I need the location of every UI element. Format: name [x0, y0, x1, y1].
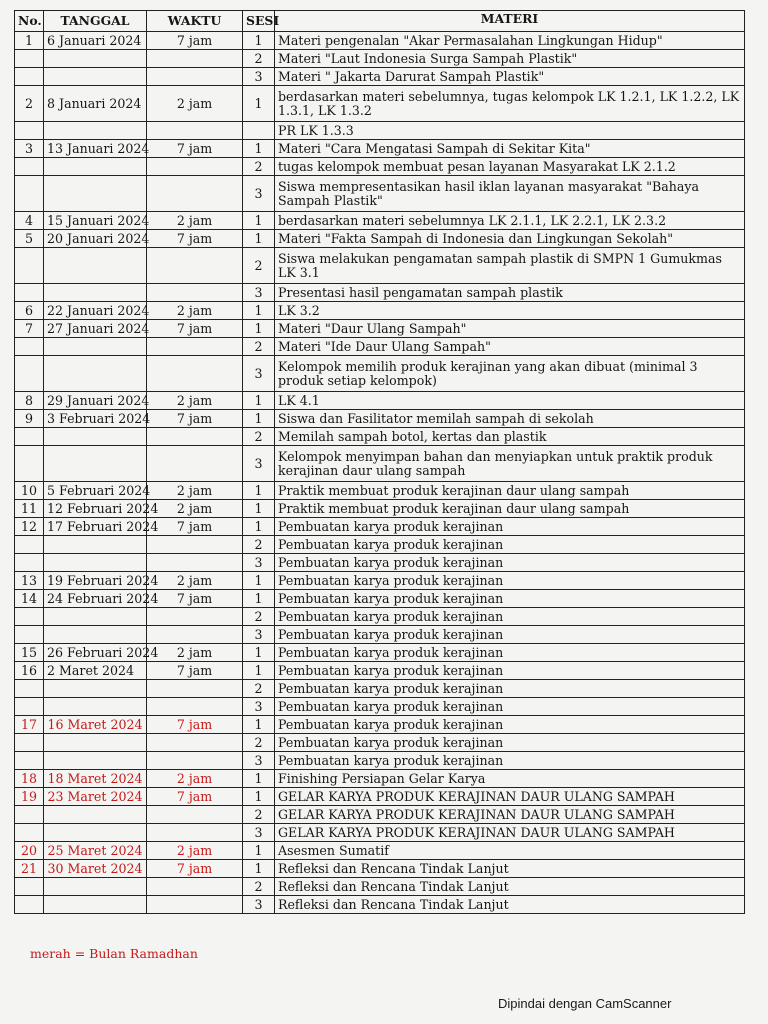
cell-waktu: 2 jam — [147, 572, 243, 590]
table-row — [15, 338, 745, 356]
header-waktu: WAKTU — [147, 11, 243, 32]
cell-waktu — [147, 284, 243, 302]
cell-materi: Praktik membuat produk kerajinan daur ulang sampah — [275, 500, 745, 518]
cell-tanggal: 23 Maret 2024 — [44, 788, 147, 806]
cell-tanggal — [44, 284, 147, 302]
cell-waktu: 2 jam — [147, 212, 243, 230]
cell-materi: Pembuatan karya produk kerajinan — [275, 698, 745, 716]
cell-sesi: 2 — [243, 338, 275, 356]
header-materi: MATERI — [275, 11, 745, 32]
table-row — [15, 770, 745, 788]
table-row — [15, 572, 745, 590]
table-row — [15, 392, 745, 410]
cell-waktu: 2 jam — [147, 86, 243, 122]
table-row — [15, 878, 745, 896]
cell-materi: LK 4.1 — [275, 392, 745, 410]
cell-no — [15, 338, 44, 356]
cell-sesi: 1 — [243, 860, 275, 878]
cell-waktu — [147, 608, 243, 626]
cell-materi: Presentasi hasil pengamatan sampah plastik — [275, 284, 745, 302]
cell-tanggal — [44, 806, 147, 824]
cell-materi: GELAR KARYA PRODUK KERAJINAN DAUR ULANG SAMPAH — [275, 824, 745, 842]
cell-tanggal: 19 Februari 2024 — [44, 572, 147, 590]
cell-materi: GELAR KARYA PRODUK KERAJINAN DAUR ULANG SAMPAH — [275, 788, 745, 806]
cell-materi: GELAR KARYA PRODUK KERAJINAN DAUR ULANG SAMPAH — [275, 806, 745, 824]
cell-waktu — [147, 734, 243, 752]
table-row — [15, 752, 745, 770]
cell-tanggal — [44, 554, 147, 572]
cell-waktu: 7 jam — [147, 716, 243, 734]
cell-materi: Siswa melakukan pengamatan sampah plastik di SMPN 1 Gumukmas LK 3.1 — [275, 248, 745, 284]
cell-no: 2 — [15, 86, 44, 122]
cell-no — [15, 680, 44, 698]
cell-sesi: 1 — [243, 770, 275, 788]
cell-tanggal: 2 Maret 2024 — [44, 662, 147, 680]
cell-no — [15, 284, 44, 302]
cell-tanggal: 20 Januari 2024 — [44, 230, 147, 248]
table-row — [15, 626, 745, 644]
cell-materi: PR LK 1.3.3 — [275, 122, 745, 140]
cell-sesi: 1 — [243, 212, 275, 230]
table-row — [15, 158, 745, 176]
cell-materi: LK 3.2 — [275, 302, 745, 320]
cell-sesi: 1 — [243, 32, 275, 50]
cell-sesi: 3 — [243, 68, 275, 86]
cell-sesi: 1 — [243, 518, 275, 536]
cell-materi: Materi "Fakta Sampah di Indonesia dan Lingkungan Sekolah" — [275, 230, 745, 248]
table-row — [15, 788, 745, 806]
cell-sesi: 1 — [243, 788, 275, 806]
cell-waktu — [147, 626, 243, 644]
cell-waktu — [147, 536, 243, 554]
cell-no: 6 — [15, 302, 44, 320]
cell-materi: Pembuatan karya produk kerajinan — [275, 662, 745, 680]
cell-waktu — [147, 356, 243, 392]
cell-no — [15, 428, 44, 446]
cell-tanggal: 25 Maret 2024 — [44, 842, 147, 860]
cell-tanggal — [44, 158, 147, 176]
cell-materi: Pembuatan karya produk kerajinan — [275, 518, 745, 536]
cell-materi: Memilah sampah botol, kertas dan plastik — [275, 428, 745, 446]
cell-tanggal: 30 Maret 2024 — [44, 860, 147, 878]
cell-materi: Materi " Jakarta Darurat Sampah Plastik" — [275, 68, 745, 86]
cell-tanggal — [44, 122, 147, 140]
cell-no: 10 — [15, 482, 44, 500]
cell-tanggal — [44, 68, 147, 86]
cell-materi: Refleksi dan Rencana Tindak Lanjut — [275, 896, 745, 914]
cell-sesi: 1 — [243, 662, 275, 680]
header-row — [15, 11, 745, 32]
cell-waktu — [147, 158, 243, 176]
cell-waktu — [147, 698, 243, 716]
cell-tanggal — [44, 338, 147, 356]
cell-no — [15, 698, 44, 716]
cell-no — [15, 158, 44, 176]
cell-waktu: 2 jam — [147, 302, 243, 320]
cell-no — [15, 824, 44, 842]
cell-tanggal: 26 Februari 2024 — [44, 644, 147, 662]
cell-no — [15, 446, 44, 482]
cell-no — [15, 878, 44, 896]
cell-materi: Pembuatan karya produk kerajinan — [275, 734, 745, 752]
cell-no: 15 — [15, 644, 44, 662]
cell-sesi — [243, 122, 275, 140]
cell-sesi: 2 — [243, 608, 275, 626]
cell-waktu: 2 jam — [147, 644, 243, 662]
cell-sesi: 2 — [243, 158, 275, 176]
scanner-footer: Dipindai dengan CamScanner — [498, 996, 672, 1011]
cell-waktu: 7 jam — [147, 32, 243, 50]
cell-no — [15, 356, 44, 392]
header-tanggal: TANGGAL — [44, 11, 147, 32]
cell-waktu — [147, 752, 243, 770]
cell-materi: berdasarkan materi sebelumnya LK 2.1.1, LK 2.2.1, LK 2.3.2 — [275, 212, 745, 230]
table-row — [15, 500, 745, 518]
cell-waktu: 2 jam — [147, 770, 243, 788]
cell-tanggal — [44, 734, 147, 752]
cell-sesi: 3 — [243, 446, 275, 482]
cell-no — [15, 536, 44, 554]
table-row — [15, 32, 745, 50]
cell-no: 9 — [15, 410, 44, 428]
cell-sesi: 1 — [243, 320, 275, 338]
cell-tanggal — [44, 176, 147, 212]
cell-no: 4 — [15, 212, 44, 230]
cell-waktu: 7 jam — [147, 860, 243, 878]
cell-no: 18 — [15, 770, 44, 788]
cell-waktu — [147, 176, 243, 212]
cell-waktu: 2 jam — [147, 842, 243, 860]
cell-materi: berdasarkan materi sebelumnya, tugas kelompok LK 1.2.1, LK 1.2.2, LK 1.3.1, LK 1.3.2 — [275, 86, 745, 122]
cell-waktu — [147, 806, 243, 824]
table-row — [15, 806, 745, 824]
cell-tanggal — [44, 824, 147, 842]
cell-tanggal: 15 Januari 2024 — [44, 212, 147, 230]
table-row — [15, 644, 745, 662]
cell-materi: Pembuatan karya produk kerajinan — [275, 752, 745, 770]
cell-materi: Pembuatan karya produk kerajinan — [275, 536, 745, 554]
cell-sesi: 3 — [243, 626, 275, 644]
cell-no: 3 — [15, 140, 44, 158]
cell-sesi: 3 — [243, 824, 275, 842]
table-row — [15, 662, 745, 680]
header-no: No. — [15, 11, 44, 32]
cell-tanggal: 6 Januari 2024 — [44, 32, 147, 50]
cell-sesi: 1 — [243, 86, 275, 122]
cell-materi: Kelompok memilih produk kerajinan yang akan dibuat (minimal 3 produk setiap kelompok) — [275, 356, 745, 392]
cell-sesi: 1 — [243, 500, 275, 518]
cell-sesi: 2 — [243, 680, 275, 698]
cell-waktu: 7 jam — [147, 788, 243, 806]
cell-waktu — [147, 338, 243, 356]
cell-tanggal — [44, 446, 147, 482]
cell-no — [15, 554, 44, 572]
cell-tanggal: 3 Februari 2024 — [44, 410, 147, 428]
cell-waktu — [147, 68, 243, 86]
cell-tanggal — [44, 248, 147, 284]
cell-waktu — [147, 878, 243, 896]
table-row — [15, 680, 745, 698]
cell-tanggal — [44, 50, 147, 68]
cell-waktu: 7 jam — [147, 590, 243, 608]
cell-tanggal — [44, 356, 147, 392]
table-row — [15, 446, 745, 482]
cell-materi: tugas kelompok membuat pesan layanan Masyarakat LK 2.1.2 — [275, 158, 745, 176]
cell-tanggal — [44, 752, 147, 770]
cell-no — [15, 68, 44, 86]
table-row — [15, 842, 745, 860]
cell-no — [15, 248, 44, 284]
cell-waktu: 2 jam — [147, 482, 243, 500]
cell-waktu — [147, 680, 243, 698]
cell-materi: Praktik membuat produk kerajinan daur ulang sampah — [275, 482, 745, 500]
cell-materi: Refleksi dan Rencana Tindak Lanjut — [275, 878, 745, 896]
table-row — [15, 356, 745, 392]
table-row — [15, 590, 745, 608]
cell-materi: Materi "Ide Daur Ulang Sampah" — [275, 338, 745, 356]
cell-sesi: 1 — [243, 140, 275, 158]
cell-sesi: 3 — [243, 896, 275, 914]
cell-tanggal — [44, 698, 147, 716]
table-row — [15, 86, 745, 122]
cell-materi: Pembuatan karya produk kerajinan — [275, 572, 745, 590]
cell-waktu: 2 jam — [147, 500, 243, 518]
table-row — [15, 122, 745, 140]
cell-sesi: 2 — [243, 734, 275, 752]
cell-tanggal — [44, 536, 147, 554]
cell-no: 13 — [15, 572, 44, 590]
cell-tanggal — [44, 626, 147, 644]
cell-materi: Pembuatan karya produk kerajinan — [275, 590, 745, 608]
cell-waktu: 7 jam — [147, 320, 243, 338]
cell-no — [15, 122, 44, 140]
cell-tanggal: 17 Februari 2024 — [44, 518, 147, 536]
cell-waktu — [147, 428, 243, 446]
cell-sesi: 1 — [243, 590, 275, 608]
cell-no — [15, 806, 44, 824]
cell-no: 21 — [15, 860, 44, 878]
cell-no: 1 — [15, 32, 44, 50]
cell-no: 11 — [15, 500, 44, 518]
cell-sesi: 2 — [243, 806, 275, 824]
cell-tanggal: 22 Januari 2024 — [44, 302, 147, 320]
cell-tanggal: 13 Januari 2024 — [44, 140, 147, 158]
cell-sesi: 3 — [243, 698, 275, 716]
cell-tanggal: 5 Februari 2024 — [44, 482, 147, 500]
header-sesi: SESI — [243, 11, 275, 32]
cell-tanggal — [44, 878, 147, 896]
cell-tanggal — [44, 896, 147, 914]
cell-materi: Pembuatan karya produk kerajinan — [275, 680, 745, 698]
cell-no: 7 — [15, 320, 44, 338]
cell-tanggal: 29 Januari 2024 — [44, 392, 147, 410]
cell-sesi: 3 — [243, 554, 275, 572]
cell-tanggal: 12 Februari 2024 — [44, 500, 147, 518]
cell-no: 20 — [15, 842, 44, 860]
cell-no: 17 — [15, 716, 44, 734]
cell-no — [15, 626, 44, 644]
cell-no: 19 — [15, 788, 44, 806]
table-row — [15, 284, 745, 302]
cell-materi: Materi pengenalan "Akar Permasalahan Lingkungan Hidup" — [275, 32, 745, 50]
cell-materi: Materi "Cara Mengatasi Sampah di Sekitar Kita" — [275, 140, 745, 158]
cell-materi: Pembuatan karya produk kerajinan — [275, 626, 745, 644]
cell-waktu — [147, 446, 243, 482]
cell-materi: Pembuatan karya produk kerajinan — [275, 644, 745, 662]
cell-waktu — [147, 554, 243, 572]
table-row — [15, 176, 745, 212]
cell-tanggal: 24 Februari 2024 — [44, 590, 147, 608]
cell-sesi: 1 — [243, 716, 275, 734]
cell-sesi: 2 — [243, 428, 275, 446]
table-row — [15, 320, 745, 338]
cell-sesi: 3 — [243, 284, 275, 302]
table-row — [15, 68, 745, 86]
table-row — [15, 482, 745, 500]
cell-no — [15, 176, 44, 212]
cell-sesi: 1 — [243, 482, 275, 500]
legend-note: merah = Bulan Ramadhan — [30, 946, 198, 961]
cell-sesi: 2 — [243, 878, 275, 896]
cell-waktu — [147, 824, 243, 842]
cell-no — [15, 608, 44, 626]
cell-materi: Pembuatan karya produk kerajinan — [275, 716, 745, 734]
cell-sesi: 1 — [243, 410, 275, 428]
cell-tanggal — [44, 680, 147, 698]
cell-tanggal: 16 Maret 2024 — [44, 716, 147, 734]
cell-no: 16 — [15, 662, 44, 680]
table-row — [15, 212, 745, 230]
cell-no: 14 — [15, 590, 44, 608]
cell-waktu — [147, 122, 243, 140]
cell-waktu: 7 jam — [147, 662, 243, 680]
cell-sesi: 2 — [243, 248, 275, 284]
cell-materi: Finishing Persiapan Gelar Karya — [275, 770, 745, 788]
table-row — [15, 824, 745, 842]
cell-sesi: 3 — [243, 356, 275, 392]
cell-waktu — [147, 896, 243, 914]
cell-no — [15, 752, 44, 770]
schedule-table — [14, 10, 745, 914]
table-row — [15, 518, 745, 536]
cell-materi: Materi "Daur Ulang Sampah" — [275, 320, 745, 338]
cell-no — [15, 734, 44, 752]
cell-sesi: 1 — [243, 644, 275, 662]
cell-waktu: 7 jam — [147, 230, 243, 248]
cell-waktu: 2 jam — [147, 392, 243, 410]
cell-waktu: 7 jam — [147, 410, 243, 428]
cell-tanggal: 27 Januari 2024 — [44, 320, 147, 338]
cell-waktu: 7 jam — [147, 140, 243, 158]
table-row — [15, 608, 745, 626]
cell-no: 12 — [15, 518, 44, 536]
table-row — [15, 716, 745, 734]
table-row — [15, 896, 745, 914]
cell-sesi: 1 — [243, 392, 275, 410]
cell-sesi: 1 — [243, 572, 275, 590]
cell-materi: Asesmen Sumatif — [275, 842, 745, 860]
table-row — [15, 140, 745, 158]
cell-waktu: 7 jam — [147, 518, 243, 536]
table-row — [15, 248, 745, 284]
cell-sesi: 2 — [243, 536, 275, 554]
cell-sesi: 1 — [243, 842, 275, 860]
cell-materi: Kelompok menyimpan bahan dan menyiapkan untuk praktik produk kerajinan daur ulang sampah — [275, 446, 745, 482]
cell-sesi: 3 — [243, 176, 275, 212]
schedule-table-body — [15, 32, 745, 914]
cell-tanggal — [44, 608, 147, 626]
table-row — [15, 860, 745, 878]
cell-no — [15, 50, 44, 68]
cell-tanggal: 8 Januari 2024 — [44, 86, 147, 122]
cell-no: 8 — [15, 392, 44, 410]
cell-no: 5 — [15, 230, 44, 248]
table-row — [15, 734, 745, 752]
table-row — [15, 536, 745, 554]
cell-sesi: 1 — [243, 230, 275, 248]
cell-tanggal — [44, 428, 147, 446]
cell-materi: Pembuatan karya produk kerajinan — [275, 554, 745, 572]
cell-waktu — [147, 50, 243, 68]
table-row — [15, 428, 745, 446]
cell-materi: Materi "Laut Indonesia Surga Sampah Plastik" — [275, 50, 745, 68]
cell-materi: Pembuatan karya produk kerajinan — [275, 608, 745, 626]
table-row — [15, 698, 745, 716]
cell-materi: Siswa dan Fasilitator memilah sampah di sekolah — [275, 410, 745, 428]
cell-materi: Refleksi dan Rencana Tindak Lanjut — [275, 860, 745, 878]
cell-sesi: 3 — [243, 752, 275, 770]
table-row — [15, 410, 745, 428]
cell-sesi: 1 — [243, 302, 275, 320]
cell-tanggal: 18 Maret 2024 — [44, 770, 147, 788]
cell-sesi: 2 — [243, 50, 275, 68]
table-row — [15, 554, 745, 572]
cell-waktu — [147, 248, 243, 284]
table-row — [15, 50, 745, 68]
cell-no — [15, 896, 44, 914]
table-row — [15, 230, 745, 248]
table-row — [15, 302, 745, 320]
schedule-table-header — [15, 11, 745, 32]
cell-materi: Siswa mempresentasikan hasil iklan layanan masyarakat "Bahaya Sampah Plastik" — [275, 176, 745, 212]
